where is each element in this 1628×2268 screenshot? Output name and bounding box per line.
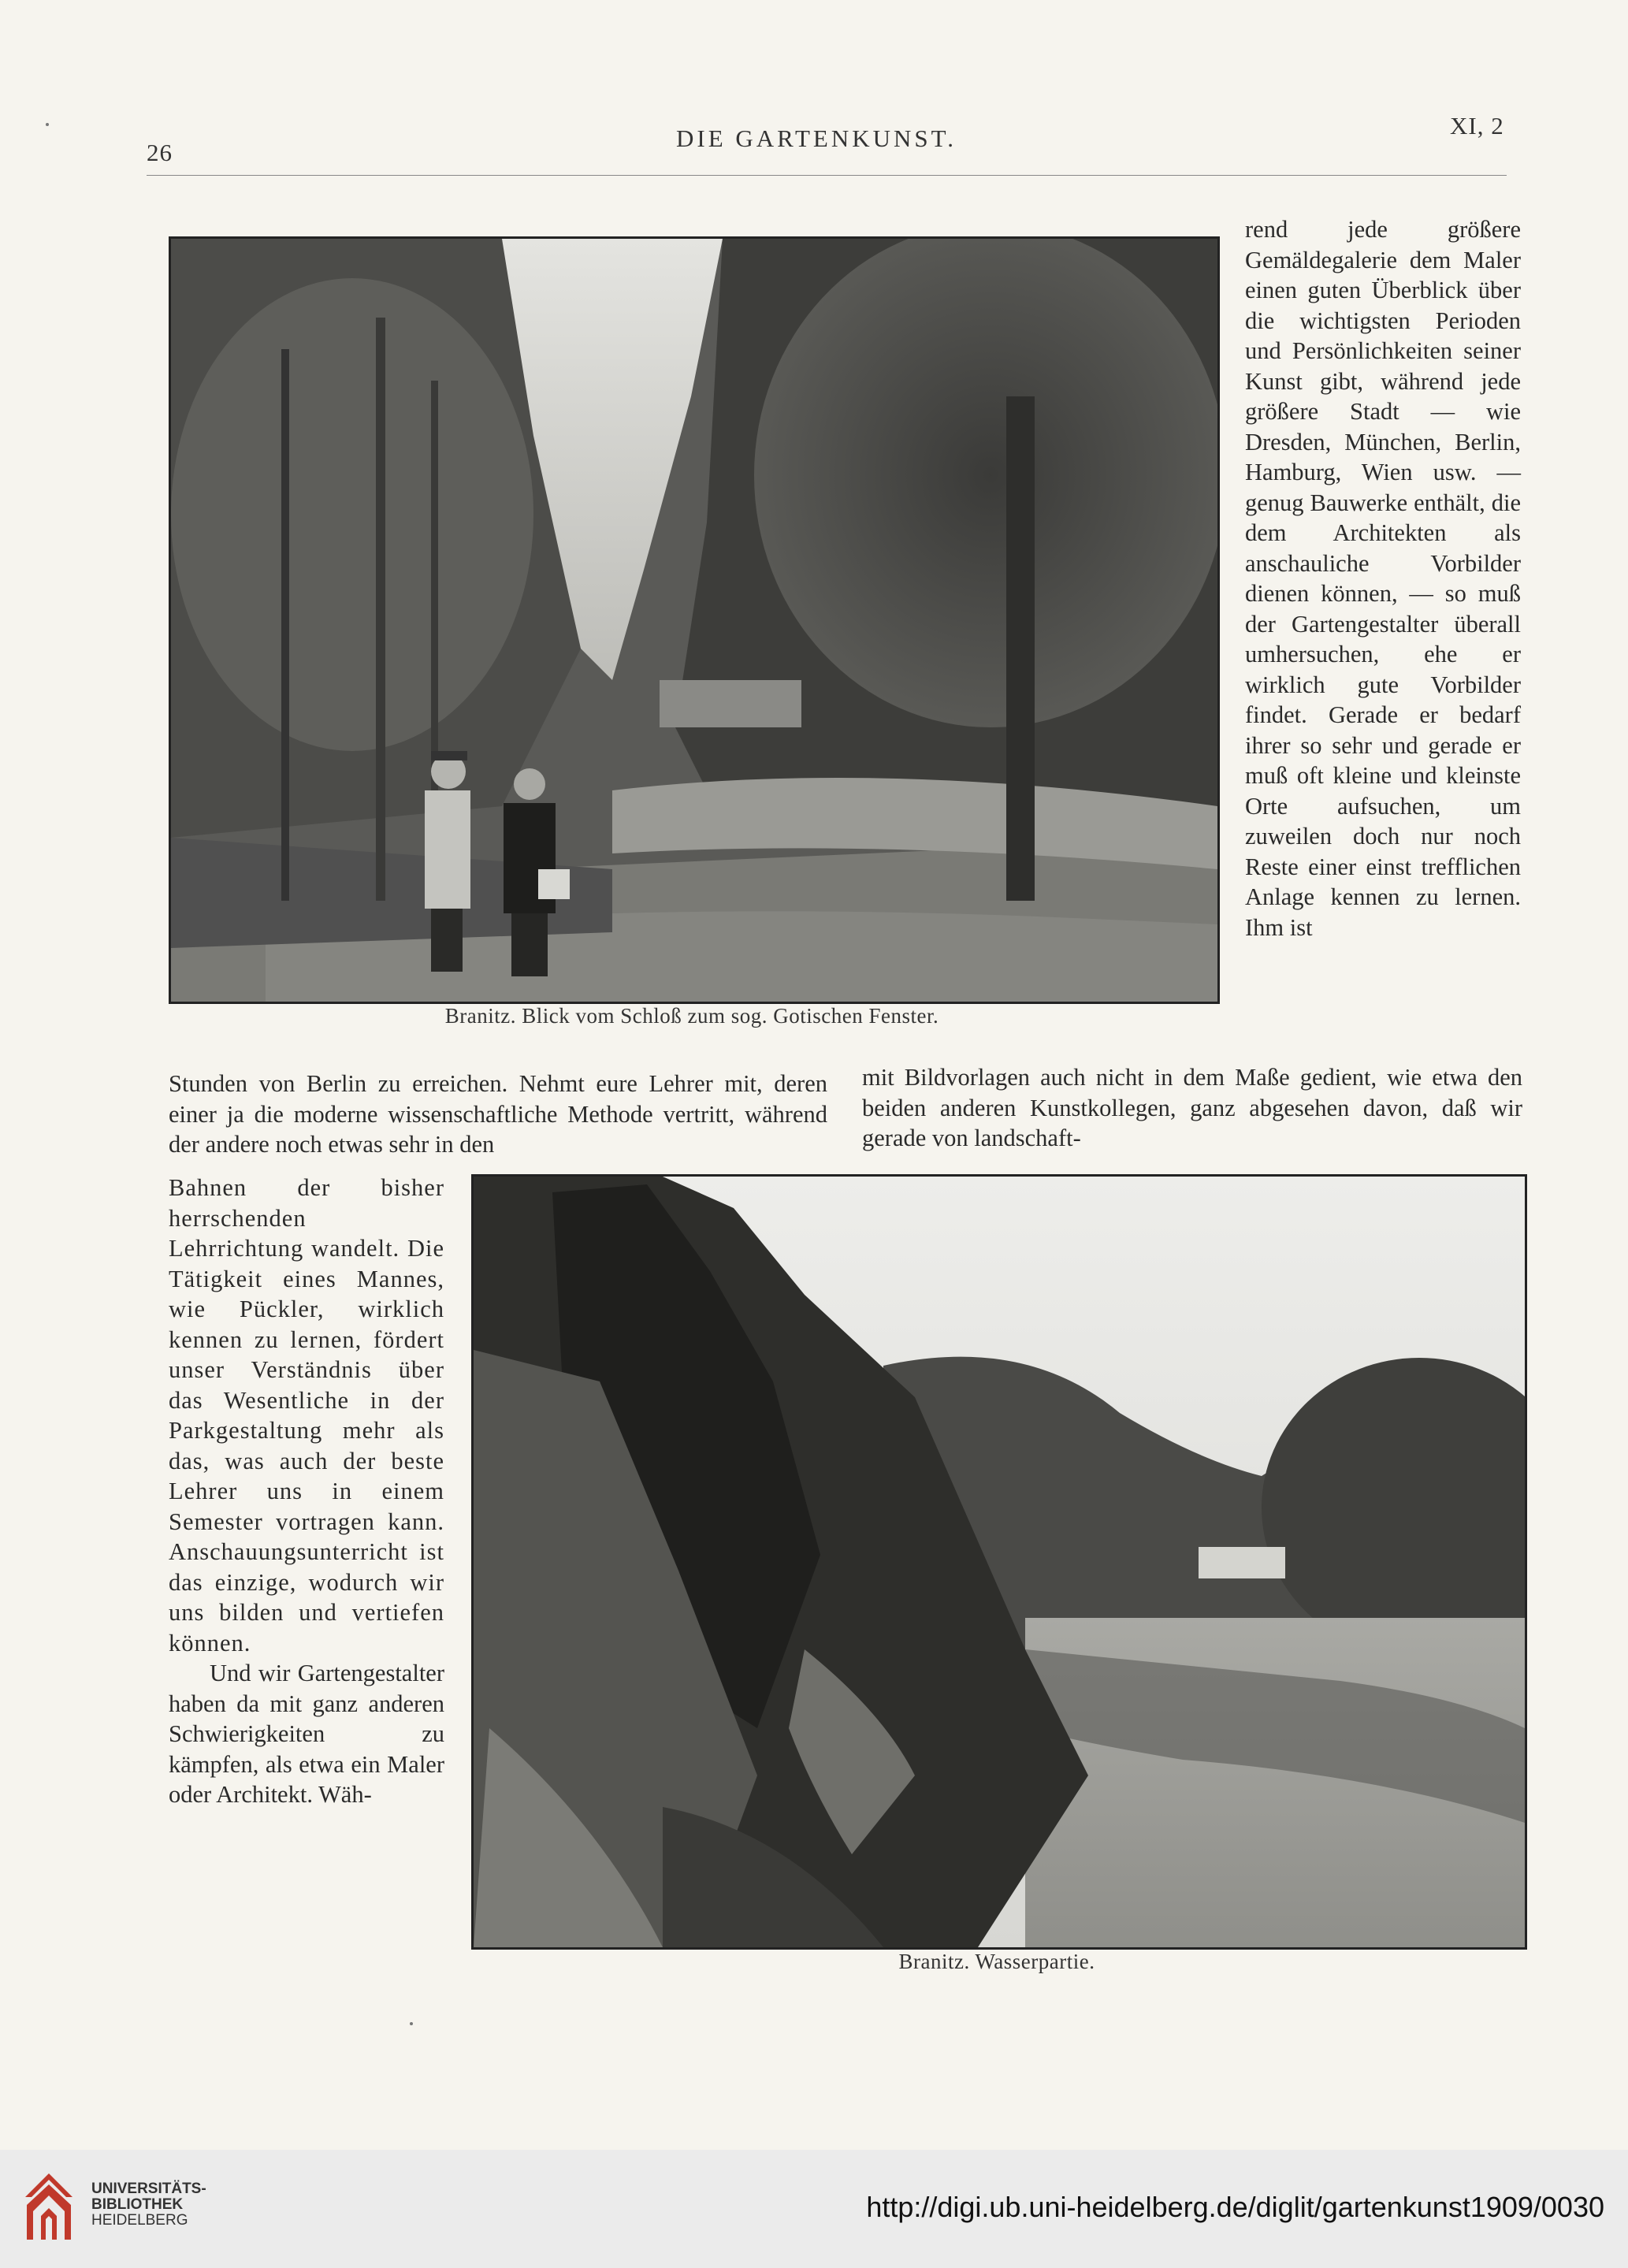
figure2-caption: Branitz. Wasserpartie.	[898, 1950, 1095, 1973]
left-column-text	[169, 1173, 444, 1810]
page-speck	[410, 2022, 413, 2025]
running-title: DIE GARTENKUNST.	[676, 125, 957, 152]
library-name-line: BIBLIOTHEK	[91, 2196, 184, 2213]
mid-right-text	[862, 1062, 1522, 1154]
paragraph: Bahnen der bisher herrschenden Lehrrichtung wandelt. Die Tätigkeit eines Mannes, wie Pückler, wirklich kennen zu lernen, fördert unser Verständnis über das Wesentliche in der Parkgestaltung mehr als das, was auch der beste Lehrer uns in einem Semester vortragen kann. Anschauungsunterricht ist das einzige, wodurch wir uns bilden und vertiefen können.	[169, 1174, 444, 1656]
paragraph: rend jede größere Gemäldegalerie dem Maler einen guten Überblick über die wichtigsten Perioden und Persönlichkeiten seiner Kunst gibt, während jede größere Stadt — wie Dresden, München, Berlin, Hamburg, Wien usw. — genug Bauwerke enthält, die dem Architekten als anschauliche Vorbilder dienen können, — so muß der Gartengestalter überall umhersuchen, ehe er wirklich gute Vorbilder findet. Gerade er bedarf ihrer so sehr und gerade er muß oft kleine und kleinste Orte aufsuchen, um zuweilen doch nur noch Reste einer einst trefflichen Anlage kennen zu lernen. Ihm ist	[1245, 216, 1521, 941]
library-logo-icon	[20, 2166, 79, 2244]
library-name-line: HEIDELBERG	[91, 2212, 188, 2229]
library-name	[91, 2181, 206, 2229]
library-name-line: UNIVERSITÄTS-	[91, 2181, 206, 2197]
issue-number: XI, 2	[1450, 112, 1504, 139]
page-speck	[46, 123, 49, 126]
photo-water-scene	[471, 1174, 1527, 1950]
header-rule	[147, 175, 1507, 176]
figure1-caption: Branitz. Blick vom Schloß zum sog. Gotischen Fenster.	[444, 1004, 939, 1028]
photo-park-path	[169, 236, 1220, 1004]
paragraph: Stunden von Berlin zu erreichen. Nehmt eure Lehrer mit, deren einer ja die moderne wissenschaftliche Methode vertritt, während der andere noch etwas sehr in den	[169, 1070, 827, 1158]
right-column-text	[1245, 214, 1521, 943]
source-url-link[interactable]: http://digi.ub.uni-heidelberg.de/diglit/gartenkunst1909/0030	[866, 2191, 1604, 2223]
paragraph: mit Bildvorlagen auch nicht in dem Maße gedient, wie etwa den beiden anderen Kunstkollegen, ganz abgesehen davon, daß wir gerade von landschaft-	[862, 1064, 1522, 1151]
page-number: 26	[147, 139, 173, 166]
mid-left-text	[169, 1069, 827, 1160]
paragraph: Und wir Gartengestalter haben da mit ganz anderen Schwierigkeiten zu kämpfen, als etwa ein Maler oder Architekt. Wäh-	[169, 1660, 444, 1808]
